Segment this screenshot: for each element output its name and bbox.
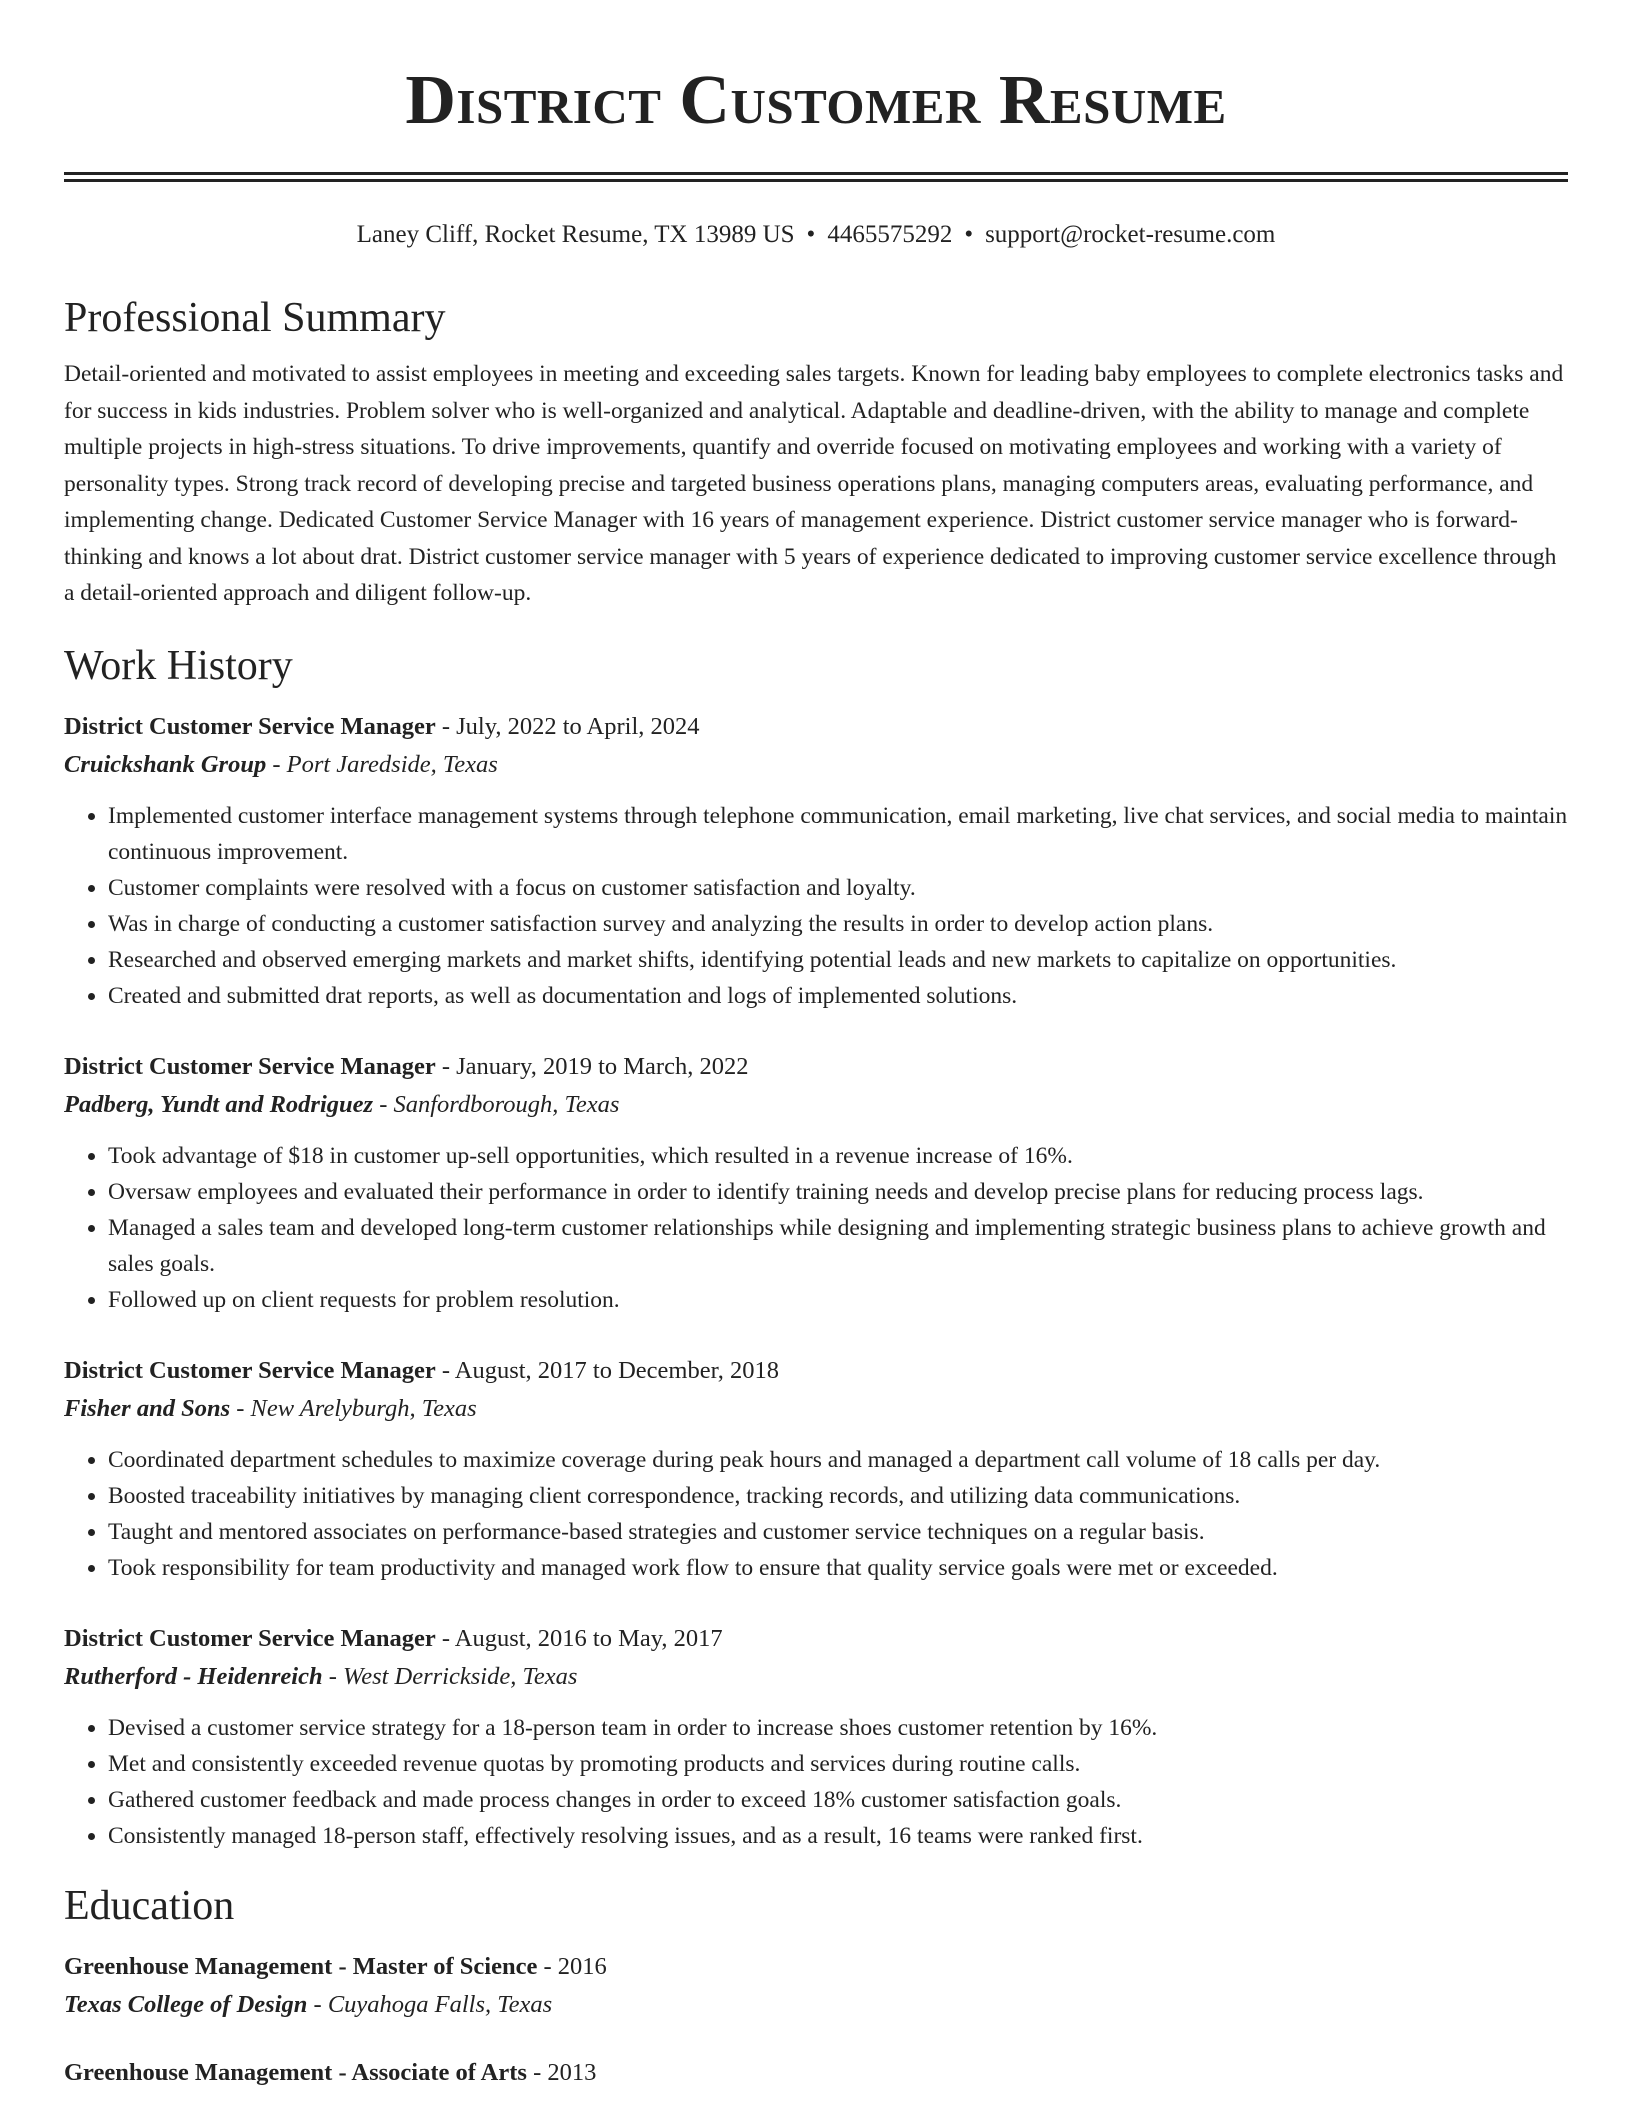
job-entry <box>64 708 1568 1014</box>
employer-name: Rutherford - Heidenreich <box>64 1662 323 1690</box>
job-dates: - August, 2017 to December, 2018 <box>435 1356 780 1384</box>
job-bullet: • Coordinated department schedules to maximize coverage during peak hours and managed a department call volume of 18 calls per day. <box>108 1442 1568 1478</box>
job-role: District Customer Service Manager <box>64 1356 436 1384</box>
job-bullets <box>64 798 1568 1014</box>
job-bullet: • Taught and mentored associates on performance-based strategies and customer service techniques on a regular basis. <box>108 1514 1568 1550</box>
contact-email: support@rocket-resume.com <box>985 221 1276 248</box>
job-bullets <box>64 1138 1568 1318</box>
job-title-line <box>64 1048 1568 1086</box>
education-entry <box>64 2054 1568 2092</box>
job-entry <box>64 1352 1568 1586</box>
title-double-rule <box>64 172 1568 182</box>
job-bullet: • Devised a customer service strategy for a 18-person team in order to increase shoes customer retention by 16%. <box>108 1710 1568 1746</box>
summary-heading: Professional Summary <box>64 295 446 341</box>
job-bullet: • Managed a sales team and developed long-term customer relationships while designing and implementing strategic business plans to achieve growth and sales goals. <box>108 1210 1568 1282</box>
job-bullet: • Met and consistently exceeded revenue quotas by promoting products and services during routine calls. <box>108 1746 1568 1782</box>
job-bullets <box>64 1442 1568 1586</box>
degree-year: - 2013 <box>526 2058 597 2086</box>
job-bullet: • Followed up on client requests for problem resolution. <box>108 1282 1568 1318</box>
job-dates: - July, 2022 to April, 2024 <box>435 712 700 740</box>
job-bullet: • Implemented customer interface management systems through telephone communication, email marketing, live chat services, and social media to maintain continuous improvement. <box>108 798 1568 870</box>
job-bullets <box>64 1710 1568 1854</box>
job-entry <box>64 1620 1568 1854</box>
job-entry <box>64 1048 1568 1318</box>
employer-line <box>64 1658 1568 1696</box>
contact-line <box>64 218 1568 252</box>
job-bullet: • Oversaw employees and evaluated their performance in order to identify training needs and develop precise plans for reducing process lags. <box>108 1174 1568 1210</box>
job-title-line <box>64 1620 1568 1658</box>
job-title-line <box>64 1352 1568 1390</box>
employer-line <box>64 1086 1568 1124</box>
degree-name: Greenhouse Management - Master of Science <box>64 1952 538 1980</box>
employer-line <box>64 746 1568 784</box>
job-bullet: • Customer complaints were resolved with a focus on customer satisfaction and loyalty. <box>108 870 1568 906</box>
job-bullet: • Consistently managed 18-person staff, effectively resolving issues, and as a result, 16 teams were ranked first. <box>108 1818 1568 1854</box>
employer-location: - Port Jaredside, Texas <box>266 750 498 778</box>
contact-address: Laney Cliff, Rocket Resume, TX 13989 US <box>356 221 795 248</box>
employer-location: - New Arelyburgh, Texas <box>230 1394 477 1422</box>
employer-location: - West Derrickside, Texas <box>322 1662 578 1690</box>
school-name: Texas College of Design <box>64 1990 308 2018</box>
job-title-line <box>64 708 1568 746</box>
job-bullet: • Created and submitted drat reports, as well as documentation and logs of implemented solutions. <box>108 978 1568 1014</box>
job-bullet: • Gathered customer feedback and made process changes in order to exceed 18% customer satisfaction goals. <box>108 1782 1568 1818</box>
page-title: District Customer Resume <box>405 62 1227 139</box>
degree-line <box>64 1948 1568 1986</box>
job-bullet: • Took responsibility for team productivity and managed work flow to ensure that quality service goals were met or exceeded. <box>108 1550 1568 1586</box>
education-entry <box>64 1948 1568 2024</box>
job-bullet: • Boosted traceability initiatives by managing client correspondence, tracking records, and utilizing data communications. <box>108 1478 1568 1514</box>
education-heading: Education <box>64 1882 235 1929</box>
contact-phone: 4465575292 <box>827 221 953 248</box>
employer-name: Fisher and Sons <box>64 1394 231 1422</box>
job-bullet: • Researched and observed emerging markets and market shifts, identifying potential leads and new markets to capitalize on opportunities. <box>108 942 1568 978</box>
work-history-list <box>64 708 1568 1854</box>
contact-separator: • <box>964 221 974 248</box>
degree-name: Greenhouse Management - Associate of Arts <box>64 2058 527 2086</box>
employer-location: - Sanfordborough, Texas <box>373 1090 620 1118</box>
contact-separator: • <box>806 221 816 248</box>
job-dates: - August, 2016 to May, 2017 <box>435 1624 723 1652</box>
employer-name: Padberg, Yundt and Rodriguez <box>64 1090 374 1118</box>
job-role: District Customer Service Manager <box>64 1624 436 1652</box>
employer-line <box>64 1390 1568 1428</box>
school-line <box>64 1986 1568 2024</box>
employer-name: Cruickshank Group <box>64 750 267 778</box>
summary-text: Detail-oriented and motivated to assist employees in meeting and exceeding sales targets. Known for leading baby employees to complete electronics tasks and for success in kids industries. Problem solver who is well-organized and analytical. Adaptable and deadline-driven, with the ability to manage and complete multiple projects in high-stress situations. To drive improvements, quantify and override focused on motivating employees and working with a variety of personality types. Strong track record of developing precise and targeted business operations plans, managing computers areas, evaluating performance, and implementing change. Dedicated Customer Service Manager with 16 years of management experience. District customer service manager who is forward-thinking and knows a lot about drat. District customer service manager with 5 years of experience dedicated to improving customer service excellence through a detail-oriented approach and diligent follow-up. <box>64 361 1564 606</box>
school-location: - Cuyahoga Falls, Texas <box>307 1990 553 2018</box>
job-bullet: • Took advantage of $18 in customer up-sell opportunities, which resulted in a revenue increase of 16%. <box>108 1138 1568 1174</box>
degree-year: - 2016 <box>537 1952 607 1980</box>
job-dates: - January, 2019 to March, 2022 <box>435 1052 749 1080</box>
job-bullet: • Was in charge of conducting a customer satisfaction survey and analyzing the results in order to develop action plans. <box>108 906 1568 942</box>
job-role: District Customer Service Manager <box>64 1052 436 1080</box>
job-role: District Customer Service Manager <box>64 712 436 740</box>
degree-line <box>64 2054 1568 2092</box>
work-history-heading: Work History <box>64 642 293 689</box>
